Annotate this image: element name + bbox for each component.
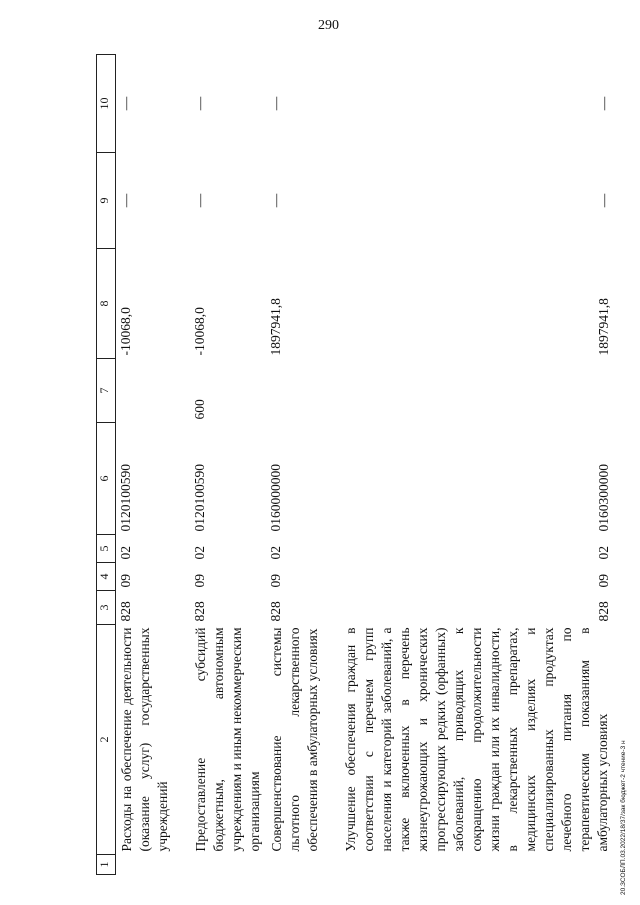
row-c5: 02 <box>595 546 611 560</box>
row-c8: -10068,0 <box>118 307 133 356</box>
header-cell: 4 <box>97 563 116 591</box>
row-c9: — <box>595 193 611 208</box>
table-row <box>116 55 190 875</box>
row-c9: — <box>267 193 283 208</box>
row-c3: 828 <box>595 601 611 622</box>
header-cell: 3 <box>97 591 116 625</box>
row-c7: 600 <box>191 399 207 420</box>
row-c8: -10068,0 <box>191 307 207 356</box>
row-c4: 09 <box>267 574 283 588</box>
header-cell: 5 <box>97 535 116 563</box>
page-number: 290 <box>318 18 339 33</box>
header-cell: 9 <box>97 153 116 249</box>
row-c7 <box>266 359 340 423</box>
table-row <box>340 55 614 875</box>
header-cell: 7 <box>97 359 116 423</box>
row-c3: 828 <box>118 601 133 622</box>
row-c10: — <box>595 96 611 111</box>
row-c9: — <box>191 193 207 208</box>
row-c8: 1897941,8 <box>267 298 283 356</box>
row-c6: 0120100590 <box>118 464 133 532</box>
header-cell: 10 <box>97 55 116 153</box>
row-c10: — <box>191 96 207 111</box>
row-c9: — <box>118 193 133 208</box>
row-c4: 09 <box>595 574 611 588</box>
row-name: Улучшение обеспечения граждан в соответствии с перечнем групп населения и категорий заболеваний, а также включенных в перечень жизнеугрожающих и хронических прогрессирующих редких (орфанных) заболеваний, приводящих к сокращению продолжительности жизни граждан или их инвалидности, в лекарственных препаратах, медицинских изделиях и специализированных продуктах лечебного питания по терапевтическим показаниям в амбулаторных условиях <box>342 627 610 852</box>
row-c7 <box>116 359 190 423</box>
row-c4: 09 <box>118 574 133 588</box>
budget-table <box>96 54 614 875</box>
header-cell: 1 <box>97 855 116 875</box>
row-c5: 02 <box>191 546 207 560</box>
row-c5: 02 <box>267 546 283 560</box>
row-c3: 828 <box>267 601 283 622</box>
row-c7 <box>340 359 614 423</box>
row-name: Предоставление субсидий бюджетным, автономным учреждениям и иным некоммерческим организациям <box>192 627 262 852</box>
row-c6: 0160000000 <box>267 464 283 532</box>
row-c8: 1897941,8 <box>595 298 611 356</box>
row-name: Совершенствование системы льготного лекарственного обеспечения в амбулаторных условиях <box>268 627 320 852</box>
row-c6: 0120100590 <box>191 464 207 532</box>
row-c10: — <box>118 96 133 111</box>
header-cell: 2 <box>97 625 116 855</box>
row-c4: 09 <box>191 574 207 588</box>
row-c6: 0160300000 <box>595 464 611 532</box>
header-cell: 8 <box>97 249 116 359</box>
row-c5: 02 <box>118 546 133 560</box>
row-name: Расходы на обеспечение деятельности (оказание услуг) государственных учреждений <box>119 627 170 852</box>
row-c10: — <box>267 96 283 111</box>
table-row <box>190 55 266 875</box>
side-note: 20.ЗСОБЛП.03.2022/18/37/зак бюджет-2 чтение-3 н <box>620 740 627 895</box>
rotated-table-area <box>96 55 611 875</box>
table-row <box>266 55 340 875</box>
header-row <box>97 55 116 875</box>
row-c3: 828 <box>191 601 207 622</box>
header-cell: 6 <box>97 423 116 535</box>
